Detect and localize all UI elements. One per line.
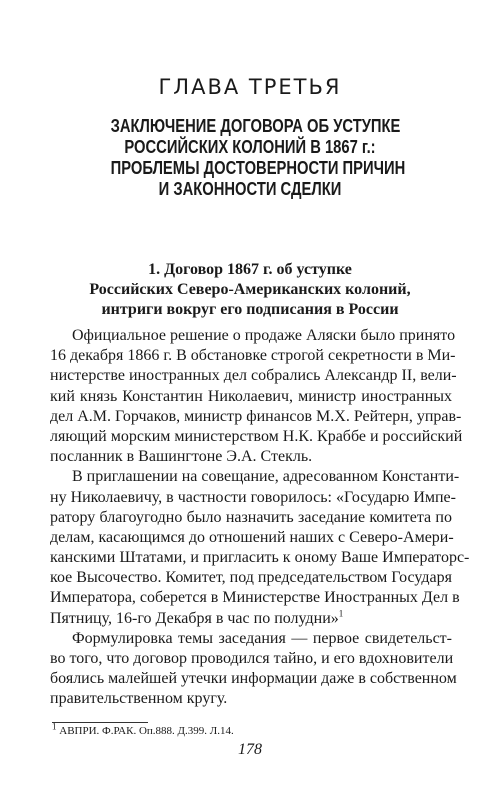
text-line: кое Высочество. Комитет, под председательством Государя <box>50 569 452 587</box>
text-line: 16 декабря 1866 г. В обстановке строгой секретности в Ми- <box>50 347 456 365</box>
footnote <box>52 721 234 738</box>
section-title-line: 1. Договор 1867 г. об уступке <box>148 261 352 278</box>
body-text <box>50 326 470 710</box>
text-line: ратору благоугодно было назначить заседание комитета по <box>50 508 452 526</box>
chapter-title-line: ЗАКЛЮЧЕНИЕ ДОГОВОРА ОБ УСТУПКЕ <box>110 116 401 136</box>
chapter-title <box>110 116 406 200</box>
section-title-line: Российских Северо-Американских колоний, <box>89 281 411 298</box>
text-line: Формулировка темы заседания — первое свидетельст- <box>72 629 452 647</box>
text-line: Императора, соберется в Министерстве Иностранных Дел в <box>50 589 460 607</box>
footnote-divider <box>52 722 148 723</box>
text-line: Официальное решение о продаже Аляски было принято <box>72 327 456 344</box>
chapter-title-line: И ЗАКОННОСТИ СДЕЛКИ <box>158 179 342 199</box>
text-line: В приглашении на совещание, адресованном Константи- <box>72 468 460 486</box>
text-line: делам, касающимся до отношений наших с Северо-Амери- <box>50 528 454 546</box>
text-line: канскими Штатами, и пригласить к оному Ваше Императорс- <box>50 549 470 567</box>
text-line: боялись малейшей утечки информации даже в собственном <box>50 670 457 688</box>
text-line: нистерстве иностранных дел собрались Александр II, вели- <box>50 367 457 385</box>
text-line: кий князь Константин Николаевич, министр иностранных <box>50 387 452 405</box>
text-line-with-footnote <box>50 609 452 629</box>
text-line-content: Пятницу, 16-го Декабря в час по полудни» <box>50 609 339 627</box>
text-line: правительственном кругу. <box>50 690 228 708</box>
footnote-reference: 1 <box>338 608 344 619</box>
chapter-label: ГЛАВА ТРЕТЬЯ <box>158 75 342 99</box>
chapter-title-line: ПРОБЛЕМЫ ДОСТОВЕРНОСТИ ПРИЧИН <box>110 158 406 178</box>
text-line: дел А.М. Горчаков, министр финансов М.Х. Рейтерн, управ- <box>50 407 462 425</box>
chapter-title-line: РОССИЙСКИХ КОЛОНИЙ В 1867 г.: <box>124 137 376 157</box>
text-line: во того, что договор проводился тайно, и его вдохновители <box>50 650 454 667</box>
text-line: посланник в Вашингтоне Э.А. Стекль. <box>50 448 313 466</box>
text-line: ляющий морским министерством Н.К. Краббе и российский <box>50 427 463 445</box>
page-number: 178 <box>238 741 262 758</box>
footnote-text: АВПРИ. Ф.РАК. Оп.888. Д.399. Л.14. <box>59 725 234 737</box>
section-title <box>60 260 440 320</box>
footnote-marker: 1 <box>52 721 57 732</box>
section-title-line: интриги вокруг его подписания в России <box>101 301 399 318</box>
text-line: ну Николаевичу, в частности говорилось: «Государю Импе- <box>50 488 456 506</box>
